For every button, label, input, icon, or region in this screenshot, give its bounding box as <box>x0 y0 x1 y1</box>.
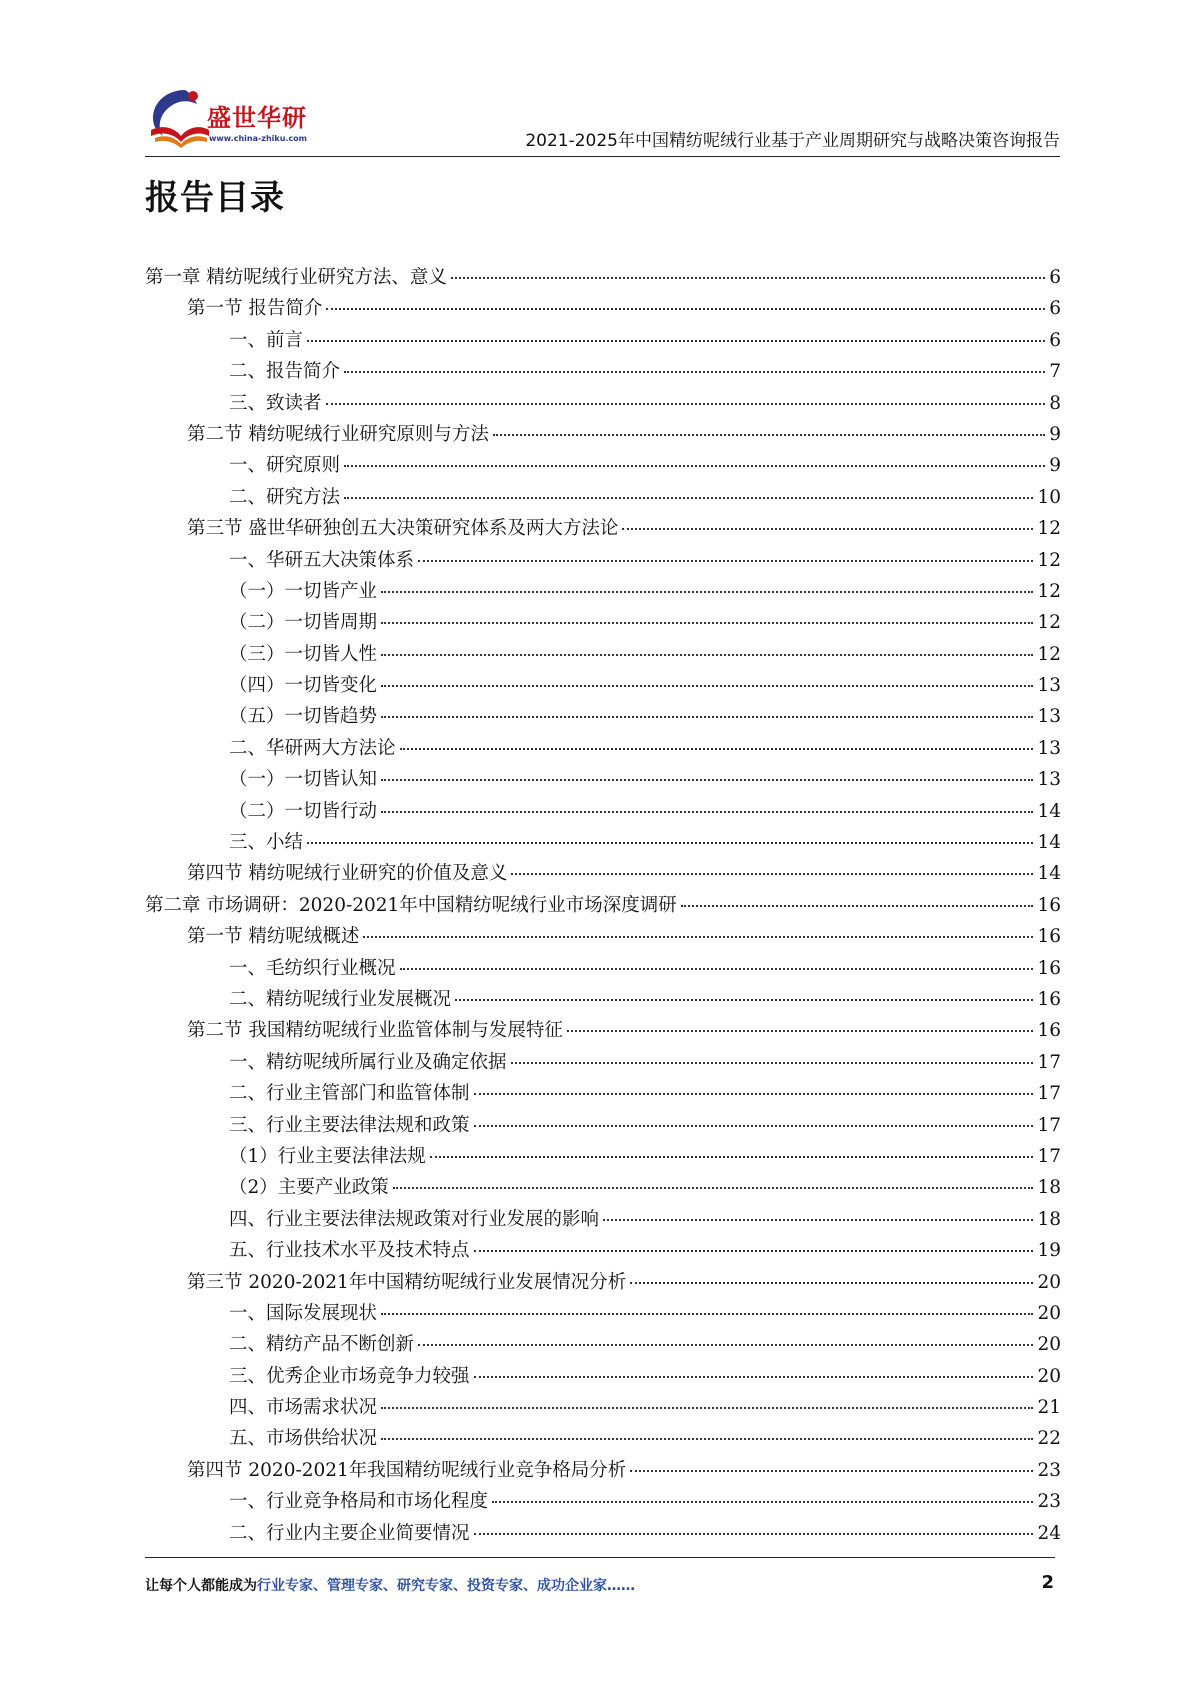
report-title: 2021-2025年中国精纺呢绒行业基于产业周期研究与战略决策咨询报告 <box>525 131 1060 151</box>
toc-entry[interactable] <box>145 263 1061 294</box>
toc-entry-page: 10 <box>1037 486 1061 508</box>
toc-entry[interactable] <box>145 1142 1061 1173</box>
toc-entry-page: 19 <box>1037 1240 1061 1262</box>
toc-entry-page: 6 <box>1049 329 1061 351</box>
footer-slogan <box>145 1575 635 1595</box>
toc-leader-dots <box>307 340 1045 342</box>
toc-entry-text: 一、精纺呢绒所属行业及确定依据 <box>229 1051 507 1073</box>
toc-entry-page: 20 <box>1037 1365 1061 1387</box>
toc-entry-text: （一）一切皆认知 <box>229 769 378 791</box>
toc-entry[interactable] <box>145 765 1061 796</box>
toc-leader-dots <box>511 1062 1034 1064</box>
toc-entry[interactable] <box>145 1016 1061 1047</box>
toc-entry[interactable] <box>145 1048 1061 1079</box>
toc-entry-page: 14 <box>1037 832 1061 854</box>
toc-entry[interactable] <box>145 734 1061 765</box>
toc-entry-text: 第三节 盛世华研独创五大决策研究体系及两大方法论 <box>187 518 619 540</box>
toc-entry-text: （一）一切皆产业 <box>229 580 378 602</box>
toc-entry-page: 13 <box>1037 769 1061 791</box>
toc-leader-dots <box>381 622 1033 624</box>
toc-entry-page: 9 <box>1049 455 1061 477</box>
toc-entry[interactable] <box>145 1487 1061 1518</box>
toc-entry-text: 一、毛纺织行业概况 <box>229 957 396 979</box>
toc-leader-dots <box>400 748 1034 750</box>
toc-entry[interactable] <box>145 1268 1061 1299</box>
toc-entry-page: 8 <box>1049 392 1061 414</box>
toc-entry-text: 二、华研两大方法论 <box>229 737 396 759</box>
toc-entry[interactable] <box>145 640 1061 671</box>
toc-entry-page: 12 <box>1037 549 1061 571</box>
toc-leader-dots <box>418 1344 1033 1346</box>
toc-entry[interactable] <box>145 1173 1061 1204</box>
toc-entry-text: 二、精纺呢绒行业发展概况 <box>229 988 452 1010</box>
toc-leader-dots <box>474 1250 1034 1252</box>
toc-entry-page: 16 <box>1037 894 1061 916</box>
toc-entry-page: 14 <box>1037 800 1061 822</box>
toc-entry-page: 6 <box>1049 298 1061 320</box>
toc-leader-dots <box>381 654 1033 656</box>
toc-entry[interactable] <box>145 1299 1061 1330</box>
toc-entry-text: 二、精纺产品不断创新 <box>229 1334 415 1356</box>
toc-entry[interactable] <box>145 420 1061 451</box>
toc-leader-dots <box>381 811 1033 813</box>
toc-entry[interactable] <box>145 1393 1061 1424</box>
toc-leader-dots <box>344 371 1045 373</box>
slogan-highlight: 行业专家、管理专家、研究专家、投资专家、成功企业家…… <box>257 1578 635 1594</box>
toc-entry-text: 一、国际发展现状 <box>229 1302 378 1324</box>
logo-emblem-icon <box>145 84 215 154</box>
toc-entry-text: （二）一切皆行动 <box>229 800 378 822</box>
toc-entry[interactable] <box>145 1111 1061 1142</box>
toc-leader-dots <box>492 1501 1033 1503</box>
toc-leader-dots <box>681 905 1034 907</box>
toc-entry[interactable] <box>145 922 1061 953</box>
toc-entry-page: 12 <box>1037 580 1061 602</box>
toc-entry[interactable] <box>145 1519 1061 1550</box>
toc-entry-page: 9 <box>1049 423 1061 445</box>
toc-leader-dots <box>326 308 1045 310</box>
toc-leader-dots <box>418 560 1033 562</box>
company-logo <box>145 84 315 154</box>
footer-divider <box>145 1557 1055 1558</box>
toc-leader-dots <box>474 1125 1034 1127</box>
toc-entry[interactable] <box>145 294 1061 325</box>
toc-leader-dots <box>381 716 1033 718</box>
toc-entry-text: （四）一切皆变化 <box>229 675 378 697</box>
toc-entry-text: 二、行业主管部门和监管体制 <box>229 1083 470 1105</box>
toc-entry-page: 16 <box>1037 957 1061 979</box>
logo-name: 盛世华研 <box>207 104 307 132</box>
toc-entry[interactable] <box>145 577 1061 608</box>
toc-entry-text: 三、小结 <box>229 832 304 854</box>
toc-entry[interactable] <box>145 608 1061 639</box>
toc-entry[interactable] <box>145 546 1061 577</box>
toc-entry-text: 第一节 报告简介 <box>187 298 323 320</box>
toc-leader-dots <box>326 403 1046 405</box>
toc-entry-text: 一、前言 <box>229 329 304 351</box>
toc-entry-text: 第二节 精纺呢绒行业研究原则与方法 <box>187 423 489 445</box>
toc-entry[interactable] <box>145 828 1061 859</box>
toc-entry-text: 一、行业竞争格局和市场化程度 <box>229 1491 489 1513</box>
header-divider <box>145 156 1060 157</box>
toc-entry[interactable] <box>145 1236 1061 1267</box>
toc-entry-text: 一、研究原则 <box>229 455 341 477</box>
toc-entry-text: 第三节 2020-2021年中国精纺呢绒行业发展情况分析 <box>187 1271 627 1293</box>
toc-entry-page: 18 <box>1037 1177 1061 1199</box>
toc-entry-text: 第一章 精纺呢绒行业研究方法、意义 <box>145 267 447 288</box>
toc-entry-page: 12 <box>1037 643 1061 665</box>
toc-entry-page: 12 <box>1037 612 1061 634</box>
toc-entry-text: 三、致读者 <box>229 392 322 414</box>
toc-entry-text: 四、行业主要法律法规政策对行业发展的影响 <box>229 1208 600 1230</box>
toc-entry-text: （二）一切皆周期 <box>229 612 378 634</box>
toc-entry[interactable] <box>145 1079 1061 1110</box>
toc-entry-page: 6 <box>1049 267 1061 288</box>
toc-entry-page: 20 <box>1037 1302 1061 1324</box>
toc-entry-text: 第四节 精纺呢绒行业研究的价值及意义 <box>187 863 508 885</box>
toc-entry[interactable] <box>145 1330 1061 1361</box>
slogan-prefix: 让每个人都能成为 <box>145 1578 257 1594</box>
toc-entry-page: 17 <box>1037 1051 1061 1073</box>
page-number: 2 <box>1041 1572 1054 1593</box>
toc-entry-page: 13 <box>1037 706 1061 728</box>
toc-entry-text: 第一节 精纺呢绒概述 <box>187 926 360 948</box>
toc-leader-dots <box>393 1187 1034 1189</box>
toc-leader-dots <box>493 434 1045 436</box>
toc-entry-page: 22 <box>1037 1428 1061 1450</box>
logo-url: www.china-zhiku.com <box>209 134 308 143</box>
toc-leader-dots <box>381 1438 1033 1440</box>
toc-entry-text: 一、华研五大决策体系 <box>229 549 415 571</box>
toc-entry-page: 7 <box>1049 361 1061 383</box>
toc-entry[interactable] <box>145 985 1061 1016</box>
toc-entry[interactable] <box>145 1205 1061 1236</box>
toc-entry-page: 23 <box>1037 1459 1061 1481</box>
toc-entry[interactable] <box>145 483 1061 514</box>
toc-entry[interactable] <box>145 859 1061 890</box>
toc-leader-dots <box>630 1282 1033 1284</box>
toc-leader-dots <box>344 497 1033 499</box>
toc-entry-page: 13 <box>1037 737 1061 759</box>
toc-entry[interactable] <box>145 451 1061 482</box>
toc-entry[interactable] <box>145 797 1061 828</box>
toc-entry-page: 20 <box>1037 1334 1061 1356</box>
toc-entry-page: 17 <box>1037 1083 1061 1105</box>
toc-entry-page: 20 <box>1037 1271 1061 1293</box>
toc-leader-dots <box>474 1093 1034 1095</box>
toc-entry-page: 13 <box>1037 675 1061 697</box>
toc-entry-page: 16 <box>1037 926 1061 948</box>
toc-leader-dots <box>603 1219 1033 1221</box>
toc-entry[interactable] <box>145 891 1061 922</box>
toc-entry-text: （1）行业主要法律法规 <box>229 1145 426 1167</box>
table-of-contents <box>145 263 1061 1550</box>
toc-leader-dots <box>511 873 1033 875</box>
toc-entry-text: 二、行业内主要企业简要情况 <box>229 1522 470 1544</box>
toc-entry-text: 第二章 市场调研：2020-2021年中国精纺呢绒行业市场深度调研 <box>145 894 677 916</box>
toc-leader-dots <box>381 779 1033 781</box>
toc-entry[interactable] <box>145 514 1061 545</box>
toc-leader-dots <box>630 1470 1033 1472</box>
toc-entry-page: 21 <box>1037 1397 1061 1419</box>
toc-leader-dots <box>430 1156 1034 1158</box>
toc-entry[interactable] <box>145 671 1061 702</box>
toc-entry-page: 14 <box>1037 863 1061 885</box>
toc-entry-text: 四、市场需求状况 <box>229 1397 378 1419</box>
toc-leader-dots <box>381 591 1033 593</box>
toc-leader-dots <box>567 1030 1034 1032</box>
toc-leader-dots <box>400 968 1034 970</box>
toc-entry[interactable] <box>145 357 1061 388</box>
toc-leader-dots <box>622 528 1033 530</box>
toc-leader-dots <box>307 842 1033 844</box>
toc-entry-text: （2）主要产业政策 <box>229 1177 389 1199</box>
toc-entry-page: 17 <box>1037 1114 1061 1136</box>
toc-leader-dots <box>381 1407 1033 1409</box>
toc-entry-text: 三、行业主要法律法规和政策 <box>229 1114 470 1136</box>
toc-entry-text: 第二节 我国精纺呢绒行业监管体制与发展特征 <box>187 1020 563 1042</box>
toc-entry[interactable] <box>145 1362 1061 1393</box>
page-title: 报告目录 <box>145 178 285 218</box>
toc-entry-page: 16 <box>1037 988 1061 1010</box>
toc-entry-page: 17 <box>1037 1145 1061 1167</box>
toc-entry-text: 第四节 2020-2021年我国精纺呢绒行业竞争格局分析 <box>187 1459 627 1481</box>
page-header <box>145 80 1060 160</box>
toc-entry[interactable] <box>145 954 1061 985</box>
toc-leader-dots <box>344 465 1045 467</box>
toc-entry[interactable] <box>145 326 1061 357</box>
toc-entry-text: 二、研究方法 <box>229 486 341 508</box>
toc-entry[interactable] <box>145 389 1061 420</box>
toc-entry[interactable] <box>145 1456 1061 1487</box>
toc-entry[interactable] <box>145 1424 1061 1455</box>
toc-entry-text: 三、优秀企业市场竞争力较强 <box>229 1365 470 1387</box>
toc-leader-dots <box>451 277 1045 279</box>
toc-entry-text: （五）一切皆趋势 <box>229 706 378 728</box>
toc-entry-page: 18 <box>1037 1208 1061 1230</box>
toc-leader-dots <box>381 685 1033 687</box>
toc-entry-page: 12 <box>1037 518 1061 540</box>
toc-entry-text: 二、报告简介 <box>229 361 341 383</box>
toc-entry-page: 16 <box>1037 1020 1061 1042</box>
toc-entry[interactable] <box>145 702 1061 733</box>
toc-entry-page: 23 <box>1037 1491 1061 1513</box>
toc-leader-dots <box>381 1313 1033 1315</box>
toc-entry-text: 五、市场供给状况 <box>229 1428 378 1450</box>
toc-leader-dots <box>474 1376 1034 1378</box>
toc-entry-page: 24 <box>1037 1522 1061 1544</box>
toc-leader-dots <box>363 936 1033 938</box>
toc-leader-dots <box>455 999 1033 1001</box>
toc-entry-text: 五、行业技术水平及技术特点 <box>229 1240 470 1262</box>
toc-leader-dots <box>474 1533 1034 1535</box>
toc-entry-text: （三）一切皆人性 <box>229 643 378 665</box>
